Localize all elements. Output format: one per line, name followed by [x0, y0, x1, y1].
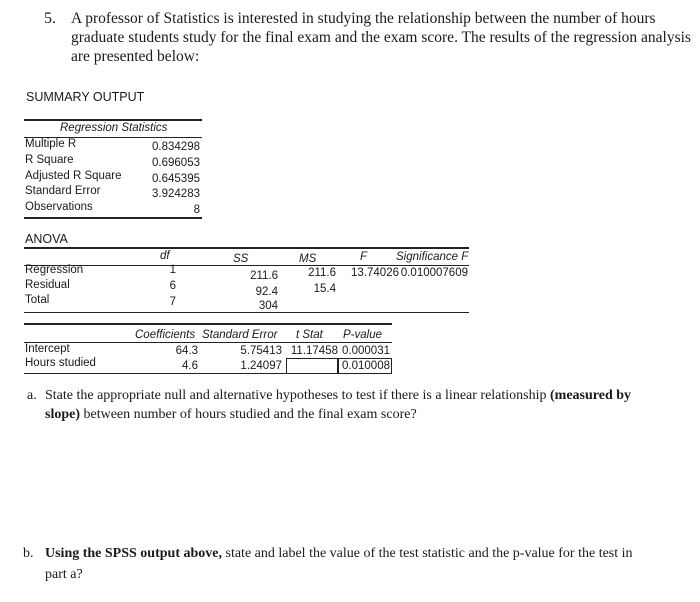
part-a-text-1: State the appropriate null and alternative hypotheses to test if there is a linear relationship [45, 388, 551, 403]
coef-header-standard-error: Standard Error [202, 329, 278, 341]
summary-output-title: SUMMARY OUTPUT [26, 90, 145, 104]
stat-label-r-square: R Square [25, 154, 74, 166]
part-b-letter: b. [23, 546, 34, 561]
question-line-3: are presented below: [71, 48, 200, 65]
anova-row-label-residual: Residual [25, 279, 70, 291]
coef-header-p-value: P-value [343, 329, 382, 341]
coef-header-rule [24, 342, 392, 343]
stat-label-standard-error: Standard Error [25, 185, 101, 197]
part-a-line-2 [45, 407, 417, 423]
anova-f-regression: 13.74026 [351, 267, 399, 279]
anova-row-label-regression: Regression [25, 264, 84, 276]
coef-header-t-stat: t Stat [296, 329, 323, 341]
part-b-text-1: state and label the value of the test statistic and the p-value for the test in [222, 546, 633, 561]
coef-se-intercept: 5.75413 [240, 345, 282, 357]
coef-p-intercept: 0.000031 [342, 345, 390, 357]
coef-bottom-rule [24, 373, 288, 374]
coef-header-coefficients: Coefficients [135, 329, 196, 341]
part-a-bold-2: slope) [45, 407, 80, 422]
stat-value-multiple-r: 0.834298 [152, 141, 200, 153]
stat-value-r-square: 0.696053 [152, 157, 200, 169]
anova-header-df: df [160, 250, 170, 262]
question-line-2: graduate students study for the final exam and the exam score. The results of the regression analysis [71, 29, 691, 46]
coef-row-label-intercept: Intercept [25, 343, 70, 355]
stat-value-standard-error: 3.924283 [152, 188, 200, 200]
part-a-letter: a. [27, 388, 37, 403]
question-number: 5. [44, 10, 56, 27]
anova-header-f: F [360, 251, 368, 263]
anova-header-ss: SS [233, 253, 249, 265]
anova-ss-residual: 92.4 [255, 286, 278, 298]
table-top-rule [24, 119, 202, 121]
regression-statistics-title: Regression Statistics [60, 122, 168, 134]
part-b-line-2: part a? [45, 567, 83, 582]
anova-bottom-rule [24, 312, 469, 313]
stat-label-multiple-r: Multiple R [25, 138, 77, 150]
anova-header-significance: Significance F [396, 251, 469, 263]
stat-label-observations: Observations [25, 201, 93, 213]
coef-value-intercept: 64.3 [175, 345, 198, 357]
table-bottom-rule [24, 217, 202, 219]
part-a-bold-1: (measured by [550, 388, 632, 403]
anova-ms-residual: 15.4 [313, 283, 336, 295]
coef-t-intercept: 11.17458 [290, 345, 338, 357]
coef-top-rule [24, 323, 392, 325]
stat-value-adjusted-r-square: 0.645395 [152, 173, 200, 185]
coef-se-hours: 1.24097 [240, 360, 282, 372]
part-b-bold-1: Using the SPSS output above, [45, 546, 222, 561]
anova-row-label-total: Total [25, 294, 50, 306]
stat-label-adjusted-r-square: Adjusted R Square [25, 170, 122, 182]
coef-value-hours: 4.6 [182, 360, 198, 372]
anova-header-rule [24, 265, 469, 266]
anova-df-regression: 1 [169, 264, 176, 276]
anova-header-ms: MS [299, 253, 317, 265]
part-a-line-1 [45, 388, 631, 404]
question-line-1: A professor of Statistics is interested in studying the relationship between the number of hours [71, 10, 656, 27]
anova-sig-regression: 0.010007609 [400, 267, 468, 279]
part-b-line-1 [45, 546, 633, 562]
coef-row-label-hours: Hours studied [25, 357, 96, 369]
anova-df-total: 7 [169, 296, 176, 308]
anova-df-residual: 6 [169, 280, 176, 292]
stat-value-observations: 8 [193, 204, 200, 216]
anova-ss-total: 304 [258, 300, 278, 312]
anova-ms-regression: 211.6 [308, 267, 336, 279]
part-a-text-2: between number of hours studied and the final exam score? [80, 407, 417, 422]
anova-ss-regression: 211.6 [250, 270, 278, 282]
anova-title: ANOVA [25, 232, 68, 246]
anova-top-rule [24, 247, 469, 249]
coef-p-hours: 0.010008 [342, 360, 390, 372]
t-stat-blank-box [286, 358, 338, 374]
